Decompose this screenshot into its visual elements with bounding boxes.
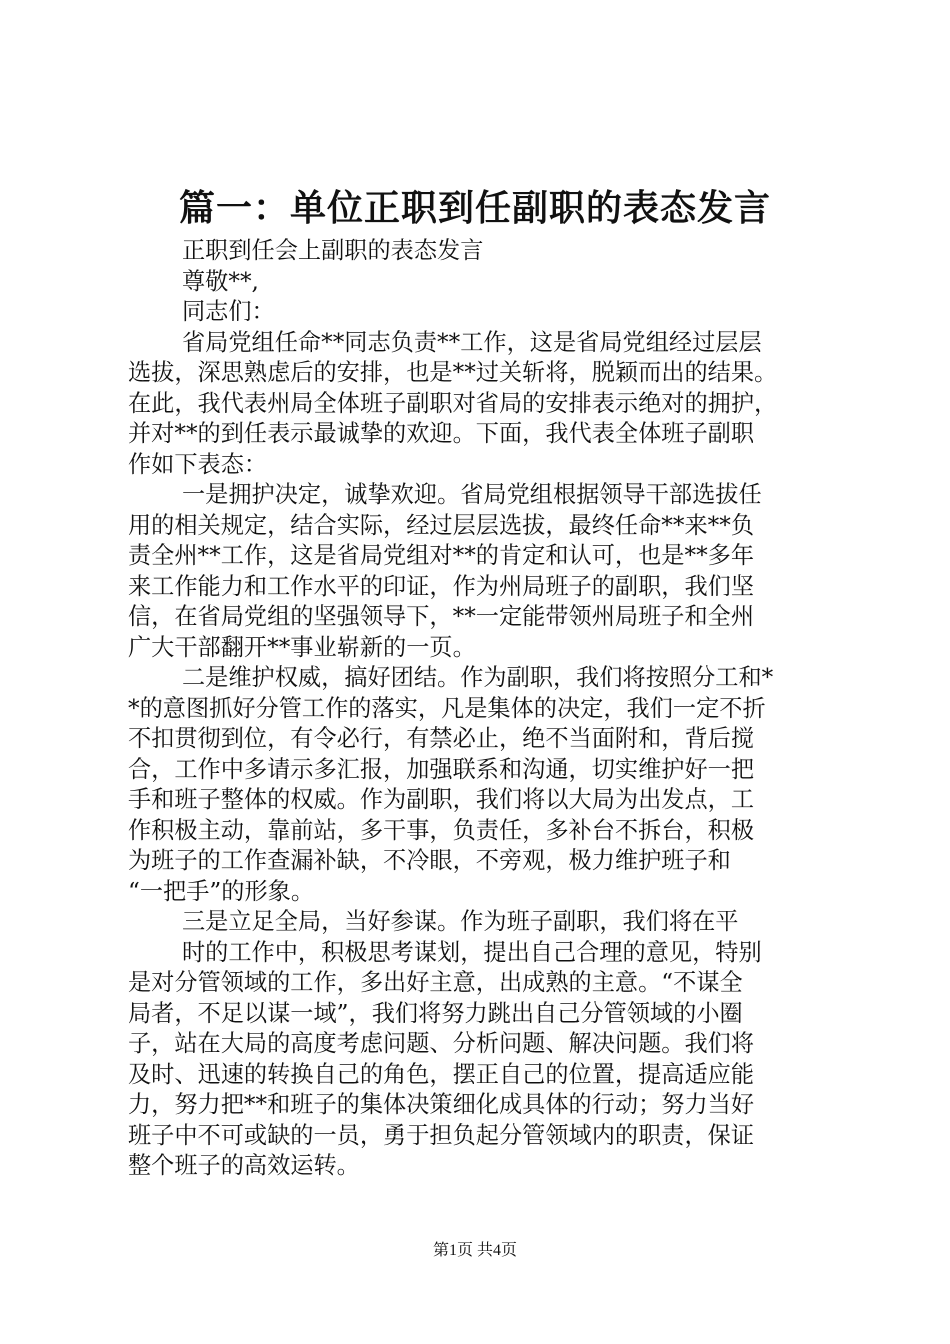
text-line: 选拔，深思熟虑后的安排，也是**过关斩将，脱颖而出的结果。	[128, 359, 778, 386]
text-line: 合，工作中多请示多汇报，加强联系和沟通，切实维护好一把	[128, 755, 755, 783]
text-line: 为班子的工作查漏补缺，不冷眼，不旁观，极力维护班子和	[128, 847, 731, 874]
text-line: 尊敬**,	[182, 267, 259, 295]
text-line: 用的相关规定，结合实际，经过层层选拔，最终任命**来**负	[128, 511, 755, 539]
document-title: 篇一：单位正职到任副职的表态发言	[178, 187, 771, 229]
text-line: 三是立足全局，当好参谋。作为班子副职，我们将在平	[182, 908, 739, 935]
text-line: 并对**的到任表示最诚挚的欢迎。下面，我代表全体班子副职	[128, 420, 755, 447]
text-line: “一把手”的形象。	[128, 877, 315, 905]
text-line: 不扣贯彻到位，有令必行，有禁必止，绝不当面附和，背后搅	[128, 725, 755, 752]
text-line: 力，努力把**和班子的集体决策细化成具体的行动；努力当好	[128, 1091, 755, 1118]
text-line: 局者，不足以谋一域”，我们将努力跳出自己分管领域的小圈	[128, 999, 743, 1027]
text-line: 时的工作中，积极思考谋划，提出自己合理的意见，特别	[182, 938, 762, 966]
text-line: 来工作能力和工作水平的印证，作为州局班子的副职，我们坚	[128, 572, 755, 600]
document-body	[128, 236, 834, 1182]
page-footer: 第1页 共4页	[432, 1242, 517, 1259]
text-line: *的意图抓好分管工作的落实，凡是集体的决定，我们一定不折	[128, 694, 766, 722]
text-line: 二是维护权威，搞好团结。作为副职，我们将按照分工和*	[182, 664, 774, 691]
text-line: 在此，我代表州局全体班子副职对省局的安排表示绝对的拥护，	[128, 389, 778, 417]
text-line: 及时、迅速的转换自己的角色，摆正自己的位置，提高适应能	[128, 1060, 755, 1088]
text-line: 广大干部翻开**事业崭新的一页。	[128, 633, 476, 661]
text-line: 省局党组任命**同志负责**工作，这是省局党组经过层层	[182, 328, 762, 356]
text-line: 一是拥护决定，诚挚欢迎。省局党组根据领导干部选拔任	[182, 481, 762, 508]
text-line: 正职到任会上副职的表态发言	[182, 237, 484, 264]
text-line: 作如下表态：	[128, 450, 268, 478]
text-line: 作积极主动，靠前站，多干事，负责任，多补台不拆台，积极	[128, 816, 755, 844]
text-line: 信，在省局党组的坚强领导下，**一定能带领州局班子和全州	[128, 603, 755, 630]
text-line: 同志们：	[182, 298, 275, 325]
text-line: 责全州**工作，这是省局党组对**的肯定和认可，也是**多年	[128, 542, 755, 569]
text-line: 班子中不可或缺的一员，勇于担负起分管领域内的职责，保证	[128, 1121, 755, 1149]
text-line: 整个班子的高效运转。	[128, 1152, 360, 1179]
text-line: 是对分管领域的工作，多出好主意，出成熟的主意。“不谋全	[128, 969, 743, 996]
text-line: 子，站在大局的高度考虑问题、分析问题、解决问题。我们将	[128, 1030, 755, 1057]
text-line: 手和班子整体的权威。作为副职，我们将以大局为出发点，工	[128, 786, 755, 813]
